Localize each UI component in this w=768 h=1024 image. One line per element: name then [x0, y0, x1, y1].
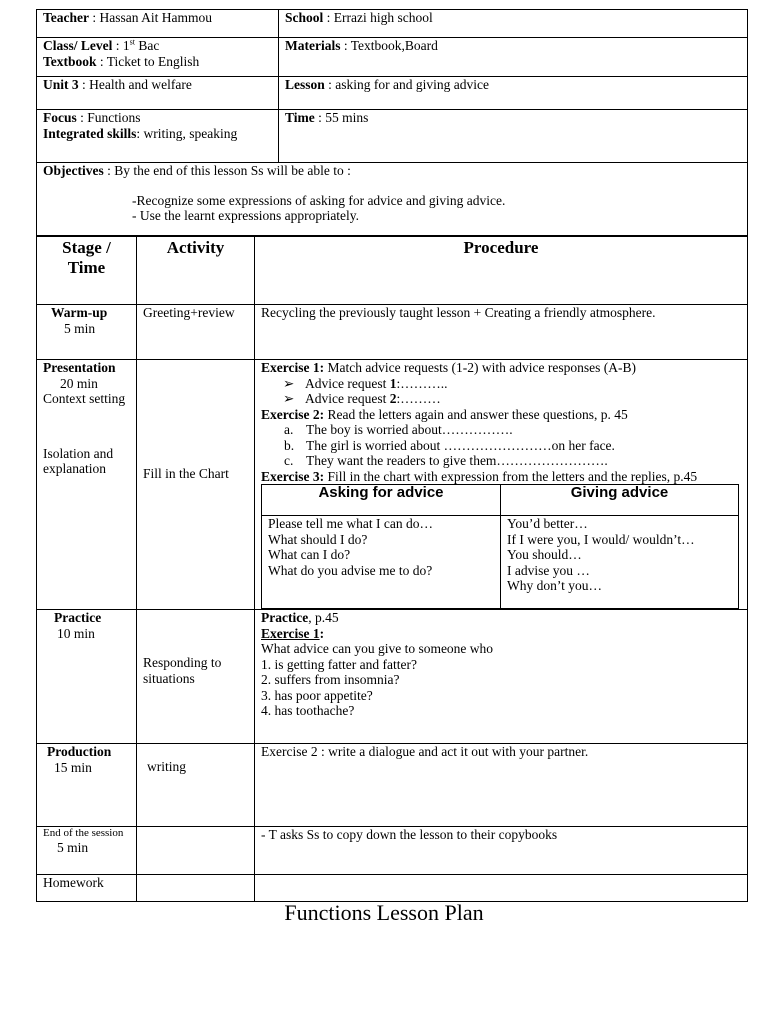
teacher-label: Teacher	[43, 10, 89, 25]
objectives-cell	[37, 163, 748, 237]
homework-procedure-cell	[255, 875, 748, 902]
giving-advice-header-text: Giving advice	[570, 484, 669, 501]
item-text: The boy is worried about…………….	[306, 422, 513, 437]
warmup-activity: Greeting+review	[143, 305, 235, 320]
asking-advice-header	[262, 485, 501, 516]
practice-title: Practice	[261, 610, 309, 625]
class-value-post: Bac	[134, 38, 160, 53]
practice-stage: Practice	[54, 610, 102, 625]
skills-value: : writing, speaking	[136, 125, 238, 141]
unit-value: : Health and welfare	[78, 77, 192, 92]
end-time: 5 min	[57, 840, 89, 855]
practice-procedure-cell	[255, 610, 748, 744]
advice-request-1-blank: :………..	[396, 375, 448, 391]
practice-activity-cell	[137, 610, 255, 744]
practice-item: 1. is getting fatter and fatter?	[261, 656, 417, 672]
objective-1: -Recognize some expressions of asking for advice and giving advice.	[132, 192, 506, 208]
asking-expression: What can I do?	[268, 547, 351, 562]
advice-chart	[261, 484, 739, 609]
page-caption: Functions Lesson Plan	[284, 900, 484, 925]
item-letter: c.	[284, 453, 294, 468]
end-stage: End of the session	[43, 827, 124, 839]
procedure-table	[36, 235, 747, 902]
practice-item: 3. has poor appetite?	[261, 687, 373, 703]
asking-expression: Please tell me what I can do…	[268, 516, 433, 531]
lesson-info-table	[36, 9, 747, 237]
arrow-bullet-icon: ➢	[283, 375, 295, 391]
stage-column-header	[37, 236, 137, 305]
exercise-1-text: Match advice requests (1-2) with advice responses (A-B)	[324, 360, 637, 375]
lesson-label: Lesson	[285, 77, 325, 92]
objectives-label: Objectives	[43, 163, 104, 178]
exercise-3-label: Exercise 3:	[261, 468, 325, 484]
homework-activity-cell	[137, 875, 255, 902]
production-time: 15 min	[54, 759, 92, 775]
focus-label: Focus	[43, 110, 77, 125]
textbook-value: : Ticket to English	[96, 53, 200, 69]
practice-item: 4. has toothache?	[261, 703, 355, 718]
materials-cell	[279, 38, 748, 77]
advice-request-1-num: 1	[389, 375, 397, 391]
warmup-procedure: Recycling the previously taught lesson + Creating a friendly atmosphere.	[261, 305, 656, 320]
end-activity-cell	[137, 827, 255, 875]
giving-expression: I advise you …	[507, 562, 590, 578]
activity-column-header	[137, 236, 255, 305]
class-label: Class/ Level	[43, 38, 113, 53]
context-setting: Context setting	[43, 391, 126, 406]
class-value: : 1	[112, 38, 130, 53]
presentation-activity-cell	[137, 360, 255, 610]
objectives-intro: : By the end of this lesson Ss will be able to :	[103, 163, 351, 178]
time-cell	[279, 110, 748, 163]
homework-stage-cell	[37, 875, 137, 902]
focus-cell	[37, 110, 279, 163]
advice-request-2-blank: :………	[396, 391, 441, 406]
textbook-label: Textbook	[43, 53, 97, 69]
production-activity: writing	[147, 759, 186, 774]
item-text: The girl is worried about ……………………on her face.	[306, 437, 615, 453]
giving-advice-list	[501, 516, 739, 609]
stage-header-text: Stage / Time	[62, 238, 111, 277]
asking-advice-list	[262, 516, 501, 609]
advice-request-2-num: 2	[389, 391, 397, 406]
warmup-activity-cell	[137, 305, 255, 360]
practice-time: 10 min	[57, 625, 95, 641]
lesson-cell	[279, 77, 748, 110]
homework-stage: Homework	[43, 875, 104, 890]
materials-label: Materials	[285, 38, 341, 53]
asking-expression: What should I do?	[268, 531, 368, 547]
presentation-stage: Presentation	[43, 360, 116, 375]
unit-label: Unit 3	[43, 77, 79, 92]
production-procedure-cell	[255, 744, 748, 827]
practice-question: What advice can you give to someone who	[261, 641, 494, 656]
end-procedure-cell	[255, 827, 748, 875]
skills-label: Integrated skills	[43, 125, 137, 141]
asking-expression: What do you advise me to do?	[268, 562, 433, 578]
class-value-sup: st	[129, 37, 135, 47]
practice-exercise-colon: :	[319, 625, 325, 641]
exercise-2-item-b	[261, 438, 740, 454]
unit-cell	[37, 77, 279, 110]
advice-request-2: Advice request	[305, 391, 390, 406]
practice-stage-cell	[37, 610, 137, 744]
giving-advice-header	[501, 485, 739, 516]
school-label: School	[285, 10, 324, 25]
presentation-time: 20 min	[60, 375, 98, 391]
practice-activity: Responding to situations	[143, 655, 222, 686]
time-value: : 55 mins	[314, 110, 369, 125]
warmup-procedure-cell	[255, 305, 748, 360]
exercise-3-text: Fill in the chart with expression from the letters and the replies, p.45	[324, 468, 698, 484]
teacher-cell	[37, 10, 279, 38]
materials-value: : Textbook,Board	[340, 38, 438, 53]
item-letter: a.	[284, 422, 294, 437]
giving-expression: You should…	[507, 547, 582, 562]
arrow-bullet-icon: ➢	[283, 391, 295, 406]
practice-page: , p.45	[308, 610, 339, 625]
presentation-procedure-cell	[255, 360, 748, 610]
production-stage-cell	[37, 744, 137, 827]
school-cell	[279, 10, 748, 38]
class-cell	[37, 38, 279, 77]
giving-expression: If I were you, I would/ wouldn’t…	[507, 531, 695, 547]
exercise-2-text: Read the letters again and answer these questions, p. 45	[324, 406, 628, 422]
giving-expression: You’d better…	[507, 516, 588, 531]
practice-item: 2. suffers from insomnia?	[261, 672, 400, 687]
exercise-2-item-a	[261, 422, 740, 438]
practice-exercise-label: Exercise 1	[261, 625, 320, 641]
warmup-stage-cell	[37, 305, 137, 360]
asking-advice-header-text: Asking for advice	[318, 484, 444, 501]
exercise-1-label: Exercise 1:	[261, 360, 325, 375]
end-procedure: - T asks Ss to copy down the lesson to their copybooks	[261, 827, 558, 842]
focus-value: : Functions	[76, 110, 141, 125]
presentation-activity: Fill in the Chart	[143, 466, 229, 481]
school-value: : Errazi high school	[323, 10, 433, 25]
presentation-stage-cell	[37, 360, 137, 610]
isolation-explanation: Isolation and explanation	[43, 445, 114, 476]
activity-header-text: Activity	[166, 238, 225, 257]
lesson-value: : asking for and giving advice	[324, 77, 489, 92]
giving-expression: Why don’t you…	[507, 578, 602, 593]
item-text: They want the readers to give them…………………….	[306, 453, 608, 468]
warmup-time: 5 min	[64, 320, 96, 336]
procedure-header-text: Procedure	[463, 238, 539, 257]
procedure-column-header	[255, 236, 748, 305]
end-stage-cell	[37, 827, 137, 875]
time-label: Time	[285, 110, 315, 125]
teacher-value: : Hassan Ait Hammou	[89, 10, 212, 25]
advice-request-1: Advice request	[305, 375, 390, 391]
production-stage: Production	[47, 744, 112, 759]
item-letter: b.	[284, 437, 295, 453]
warmup-stage: Warm-up	[51, 305, 108, 320]
exercise-2-label: Exercise 2:	[261, 406, 325, 422]
production-procedure: Exercise 2 : write a dialogue and act it out with your partner.	[261, 744, 589, 759]
production-activity-cell	[137, 744, 255, 827]
objective-2: - Use the learnt expressions appropriately.	[132, 208, 360, 223]
exercise-2-item-c	[261, 453, 740, 469]
